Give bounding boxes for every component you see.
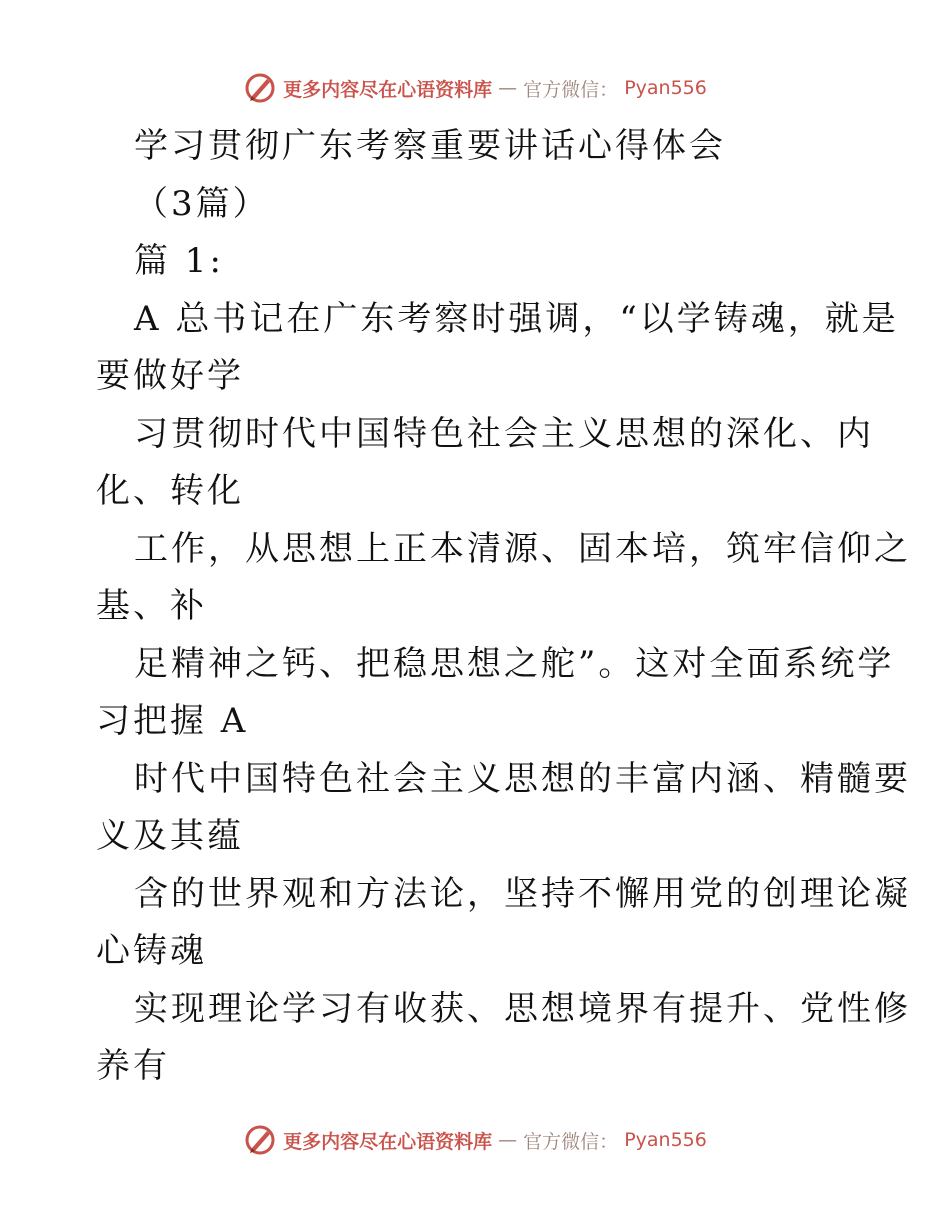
paragraph-line: 实现理论学习有收获、思想境界有提升、党性修 [134, 988, 911, 1029]
paragraph-line: 化、转化 [96, 471, 244, 511]
paragraph-line: 时代中国特色社会主义思想的丰富内涵、精髓要 [134, 758, 911, 799]
paragraph-line: 义及其蕴 [96, 816, 244, 856]
paragraph-line: 习贯彻时代中国特色社会主义思想的深化、内 [134, 413, 874, 454]
paragraph-line: 基、补 [96, 586, 207, 626]
watermark-sub-text: 官方微信： [523, 78, 619, 101]
paragraph-line: 习把握 A [96, 701, 249, 741]
paragraph-line: 工作，从思想上正本清源、固本培，筑牢信仰之 [134, 528, 911, 569]
paragraph-line: 含的世界观和方法论，坚持不懈用党的创理论凝 [134, 873, 911, 914]
section-heading: 篇 1: [134, 241, 224, 281]
paragraph-line: A 总书记在广东考察时强调，“以学铸魂，就是 [134, 298, 899, 339]
watermark-dash: — [498, 77, 518, 99]
watermark-main-text: 更多内容尽在心语资料库 [283, 1130, 493, 1153]
paragraph-line: 要做好学 [96, 356, 244, 396]
watermark-dash: — [498, 1129, 518, 1151]
header-watermark [0, 68, 950, 108]
footer-watermark [0, 1120, 950, 1160]
doc-title: 学习贯彻广东考察重要讲话心得体会 [134, 126, 726, 166]
watermark-main-text: 更多内容尽在心语资料库 [283, 78, 493, 101]
pen-logo-icon [243, 1123, 277, 1157]
document-body [96, 118, 911, 1096]
paragraph-line: 足精神之钙、把稳思想之舵”。这对全面系统学 [134, 643, 895, 684]
watermark-wechat-id: Pyan556 [624, 77, 707, 99]
pen-logo-icon [243, 71, 277, 105]
paragraph-line: 养有 [96, 1046, 170, 1086]
watermark-wechat-id: Pyan556 [624, 1129, 707, 1151]
watermark-sub-text: 官方微信： [523, 1130, 619, 1153]
paragraph-line: 心铸魂 [96, 931, 207, 971]
doc-subtitle: （3篇） [134, 183, 270, 224]
